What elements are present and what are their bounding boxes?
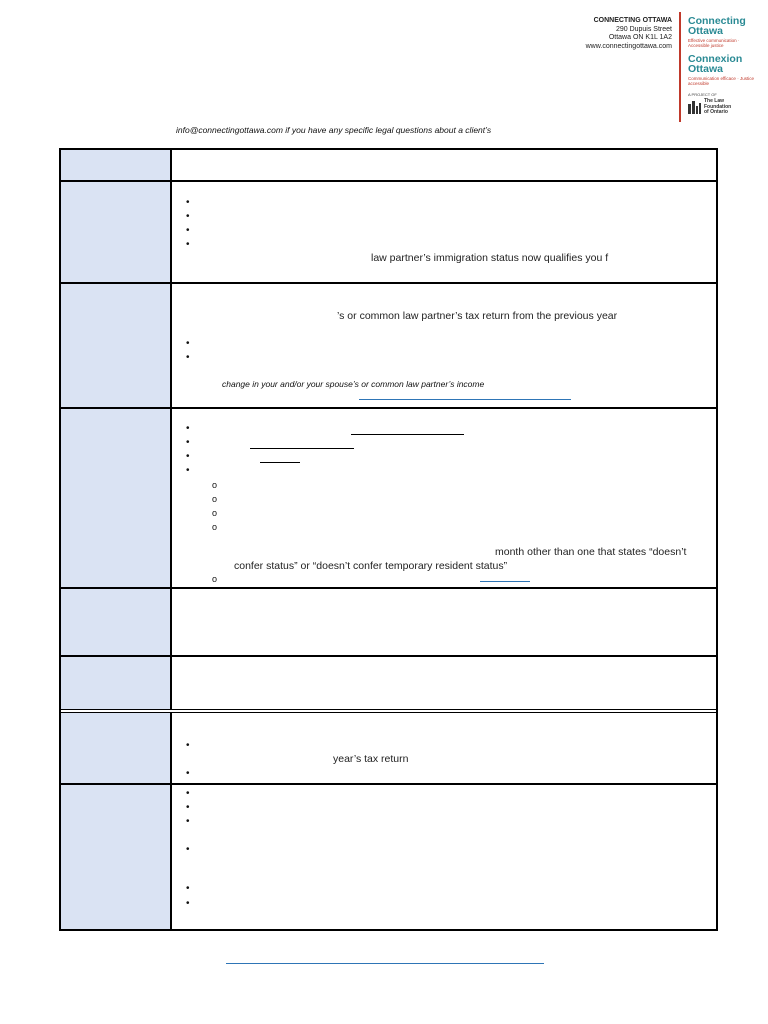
bullet-icon: •	[186, 802, 190, 813]
bullet-icon: •	[186, 898, 190, 909]
bullet-icon: •	[186, 197, 190, 208]
sub-bullet-icon: o	[212, 522, 218, 532]
hyperlink-underline[interactable]	[351, 434, 464, 435]
italic-note: change in your and/or your spouse’s or common law partner’s income	[222, 379, 485, 389]
row-content-cell	[172, 785, 716, 929]
row-content-cell	[172, 657, 716, 709]
bullet-icon: •	[186, 225, 190, 236]
row-label-cell	[61, 657, 172, 709]
logo-en-word2: Ottawa	[688, 25, 724, 37]
row-content-cell	[172, 589, 716, 655]
table-row	[61, 783, 716, 929]
table-row	[61, 150, 716, 180]
law-foundation-icon	[688, 101, 701, 114]
sub-bullet-icon: o	[212, 574, 218, 584]
bullet-icon: •	[186, 211, 190, 222]
row-label-cell	[61, 182, 172, 282]
bullet-icon: •	[186, 451, 190, 462]
logo-en-tagline: Effective communication · Accessible justice	[688, 38, 740, 48]
bullet-icon: •	[186, 768, 190, 779]
table-row	[61, 587, 716, 655]
table-row	[61, 709, 716, 783]
hyperlink-underline[interactable]	[260, 462, 300, 463]
footer-hyperlink-underline[interactable]	[226, 963, 544, 964]
website-link[interactable]: www.connectingottawa.com	[585, 42, 672, 50]
table-row	[61, 407, 716, 587]
intro-text: info@connectingottawa.com if you have any specific legal questions about a client’s	[176, 125, 492, 135]
hyperlink-underline[interactable]	[480, 581, 530, 582]
row-label-cell	[61, 284, 172, 407]
bullet-icon: •	[186, 883, 190, 894]
row-content-cell	[172, 284, 716, 407]
table-row	[61, 282, 716, 407]
foundation-line-3: of Ontario	[704, 109, 728, 115]
row-label-cell	[61, 785, 172, 929]
row-content-cell	[172, 150, 716, 180]
logo-en-word1: Connecting	[688, 15, 746, 27]
row-label-cell	[61, 150, 172, 180]
law-foundation-logo	[688, 99, 760, 116]
table-row	[61, 655, 716, 709]
row-text: year’s tax return	[333, 753, 409, 765]
table-row	[61, 180, 716, 282]
row-label-cell	[61, 713, 172, 783]
foundation-line-1: The Law	[704, 98, 725, 104]
project-of-label: A PROJECT OF	[688, 92, 717, 97]
sub-bullet-icon: o	[212, 494, 218, 504]
address-line-1: 290 Dupuis Street	[615, 25, 672, 33]
info-table	[59, 148, 718, 931]
bullet-icon: •	[186, 437, 190, 448]
bullet-icon: •	[186, 239, 190, 250]
row-label-cell	[61, 409, 172, 587]
row-content-cell	[172, 409, 716, 587]
bullet-icon: •	[186, 740, 190, 751]
connecting-ottawa-logo	[688, 16, 760, 116]
row-content-cell	[172, 182, 716, 282]
bullet-icon: •	[186, 423, 190, 434]
bullet-icon: •	[186, 788, 190, 799]
logo-fr-word2: Ottawa	[688, 63, 724, 75]
logo-fr-tagline: Communication efficace · Justice accessible	[688, 76, 754, 86]
sub-bullet-icon: o	[212, 508, 218, 518]
bullet-icon: •	[186, 338, 190, 349]
bullet-icon: •	[186, 352, 190, 363]
organization-address-block	[560, 17, 672, 51]
row-text: confer status” or “doesn’t confer temporary resident status”	[234, 560, 508, 572]
row-text: law partner’s immigration status now qualifies you f	[371, 252, 609, 264]
bullet-icon: •	[186, 816, 190, 827]
row-label-cell	[61, 589, 172, 655]
row-text: month other than one that states “doesn’t	[495, 546, 687, 558]
bullet-icon: •	[186, 465, 190, 476]
address-line-2: Ottawa ON K1L 1A2	[608, 34, 672, 41]
hyperlink-underline[interactable]	[250, 448, 354, 449]
logo-fr-word1: Connexion	[688, 53, 743, 65]
organization-name: CONNECTING OTTAWA	[593, 17, 672, 24]
hyperlink-underline[interactable]	[359, 399, 571, 400]
bullet-icon: •	[186, 844, 190, 855]
sub-bullet-icon: o	[212, 480, 218, 490]
foundation-line-2: Foundation	[704, 103, 732, 110]
row-text: ’s or common law partner’s tax return from the previous year	[337, 310, 618, 322]
row-content-cell	[172, 713, 716, 783]
logo-divider	[679, 12, 681, 122]
